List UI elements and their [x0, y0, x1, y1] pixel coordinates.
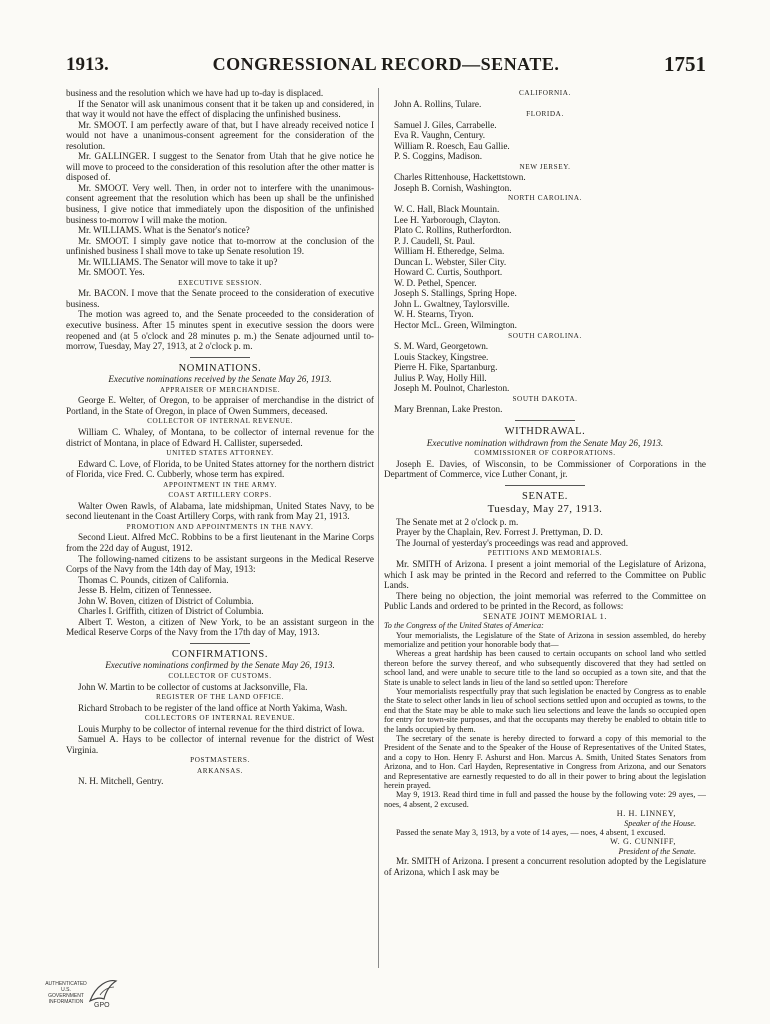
subheading: PETITIONS AND MEMORIALS. [487, 549, 603, 558]
memorial-paragraph: Your memorialists, the Legislature of the State of Arizona in session assembled, do hereby memorialize and petition your honorable body that— [384, 630, 706, 649]
postmaster-entry: Lee H. Yarborough, Clayton. [394, 214, 501, 225]
section-heading: WITHDRAWAL. [504, 425, 586, 437]
paragraph: Mr. SMOOT. I am perfectly aware of that, but I have already received notice I would not have a unanimous-consent agreement for the consideration of the resolution. [66, 119, 374, 151]
postmaster-entry: P. S. Coggins, Madison. [394, 151, 483, 162]
paragraph: Charles I. Griffith, citizen of District of Columbia. [78, 606, 264, 617]
section-subtitle: Executive nominations confirmed by the Senate May 26, 1913. [105, 660, 335, 671]
paragraph: William C. Whaley, of Montana, to be collector of internal revenue for the district of Montana, in place of Edward H. Callister, superseded. [66, 426, 374, 448]
paragraph: Mr. SMOOT. I simply gave notice that to-morrow at the conclusion of the unfinished business I shall move to take up Senate resolution 19. [66, 235, 374, 257]
postmaster-entry: Plato C. Rollins, Rutherfordton. [394, 225, 512, 236]
paragraph: Louis Murphy to be collector of internal revenue for the third district of Iowa. [78, 723, 365, 734]
subheading: SOUTH DAKOTA. [512, 394, 578, 403]
page-header [66, 54, 706, 80]
subheading: COAST ARTILLERY CORPS. [168, 491, 272, 500]
postmaster-entry: John L. Gwaltney, Taylorsville. [394, 298, 510, 309]
paragraph: Jesse B. Helm, citizen of Tennessee. [78, 585, 212, 596]
postmaster-entry: Hector McL. Green, Wilmington. [394, 320, 517, 331]
memorial-paragraph: Whereas a great hardship has been caused to certain occupants on school land who settled thereon before the survey thereof, and who subsequently discovered that they had settled on school land, and were unable to secure title to the land so occupied as a town site, and that the State is unable to select lands in lieu of the land so settled upon: Therefore [384, 649, 706, 687]
paragraph: business and the resolution which we have had up to-day is displaced. [66, 88, 324, 98]
subheading: SOUTH CAROLINA. [508, 331, 582, 340]
subheading: COMMISSIONER OF CORPORATIONS. [474, 449, 616, 458]
paragraph: Albert T. Weston, a citizen of New York, to be an assistant surgeon in the Medical Reserve Corps of the Navy from the 17th day of May, 1913. [66, 616, 374, 638]
postmaster-entry: P. J. Caudell, St. Paul. [394, 235, 475, 246]
memorial-paragraph: Your memorialists respectfully pray that such legislation be enacted by Congress as to enable the State to select other lands in lieu of school sections settled upon and occupied as towns, to the end that the State may be able to make such lieu selections and leave the lands so occupied open for entry for town-site purposes, and that the occupants may thereby be enabled to obtain title to the lands occupied by them. [384, 686, 706, 734]
memorial-title: SENATE JOINT MEMORIAL 1. [482, 611, 608, 621]
signature-name: W. G. CUNNIFF, [610, 837, 676, 847]
subheading: NEW JERSEY. [519, 162, 571, 171]
postmaster-entry: William R. Roesch, Eau Gallie. [394, 140, 510, 151]
paragraph: The following-named citizens to be assistant surgeons in the Medical Reserve Corps of the Navy from the 14th day of May, 1913: [66, 553, 374, 575]
paragraph: The Senate met at 2 o'clock p. m. [396, 516, 519, 527]
column-divider [378, 88, 379, 968]
paragraph: If the Senator will ask unanimous consent that it be taken up and considered, in that way it would not have the effect of displacing the unfinished business. [66, 98, 374, 120]
badge-text: AUTHENTICATED U.S. GOVERNMENT INFORMATION [45, 981, 87, 1005]
page-number: 1751 [664, 52, 706, 76]
subheading: EXECUTIVE SESSION. [178, 278, 262, 287]
paragraph: Prayer by the Chaplain, Rev. Forrest J. Prettyman, D. D. [396, 527, 603, 538]
postmaster-entry: Duncan L. Webster, Siler City. [394, 256, 507, 267]
section-rule [190, 643, 250, 644]
signature-title: President of the Senate. [618, 846, 696, 856]
memorial-paragraph: Passed the senate May 3, 1913, by a vote of 14 ayes, — noes, 4 absent, 1 excused. [396, 828, 666, 838]
subheading: COLLECTOR OF INTERNAL REVENUE. [147, 417, 293, 426]
left-column [66, 88, 374, 787]
paragraph: Edward C. Love, of Florida, to be United States attorney for the northern district of Florida, vice Fred. C. Cubberly, whose term has expired. [66, 458, 374, 480]
paragraph: Joseph E. Davies, of Wisconsin, to be Commissioner of Corporations in the Department of Commerce, vice Luther Conant, jr. [384, 458, 706, 480]
paragraph: Thomas C. Pounds, citizen of California. [78, 574, 229, 585]
postmaster-entry: W. C. Hall, Black Mountain. [394, 204, 500, 215]
paragraph: Mr. SMITH of Arizona. I present a concurrent resolution adopted by the Legislature of Arizona, which I ask may be [384, 856, 706, 877]
gpo-authentication-badge [44, 975, 124, 1013]
postmaster-entry: Samuel J. Giles, Carrabelle. [394, 119, 497, 130]
postmaster-entry: W. D. Pethel, Spencer. [394, 277, 477, 288]
postmaster-entry: Julius P. Way, Holly Hill. [394, 372, 487, 383]
paragraph: Mr. SMOOT. Yes. [78, 267, 145, 278]
signature-name: H. H. LINNEY, [616, 809, 676, 819]
subheading: REGISTER OF THE LAND OFFICE. [156, 693, 284, 702]
postmaster-entry: Louis Stackey, Kingstree. [394, 351, 489, 362]
paragraph: George E. Welter, of Oregon, to be appraiser of merchandise in the district of Portland, in the State of Oregon, in place of Owen Summers, deceased. [66, 395, 374, 416]
postmaster-entry: Eva R. Vaughn, Century. [394, 130, 486, 141]
subheading: COLLECTOR OF CUSTOMS. [168, 671, 272, 680]
memorial-paragraph: May 9, 1913. Read third time in full and passed the house by the following vote: 29 ayes, — noes, 4 absent, 2 excused. [384, 790, 706, 809]
subheading: ARKANSAS. [197, 766, 243, 775]
paragraph: Richard Strobach to be register of the land office at North Yakima, Wash. [78, 702, 348, 713]
section-rule [505, 485, 585, 486]
paragraph: The Journal of yesterday's proceedings was read and approved. [396, 537, 629, 548]
postmaster-entry: William H. Etheredge, Selma. [394, 246, 505, 257]
subheading: UNITED STATES ATTORNEY. [166, 449, 274, 458]
postmaster-entry: Howard C. Curtis, Southport. [394, 267, 503, 278]
section-rule [515, 420, 575, 421]
subheading: CALIFORNIA. [519, 89, 571, 97]
paragraph: Mr. BACON. I move that the Senate proceed to the consideration of executive business. [66, 288, 374, 309]
paragraph: Samuel A. Hays to be collector of internal revenue for the district of West Virginia. [66, 734, 374, 755]
subheading: NORTH CAROLINA. [507, 194, 583, 203]
section-subtitle: Executive nominations received by the Senate May 26, 1913. [108, 374, 332, 385]
subheading: PROMOTION AND APPOINTMENTS IN THE NAVY. [126, 522, 314, 531]
postmaster-entry: W. H. Stearns, Tryon. [394, 309, 474, 320]
right-column [384, 88, 706, 877]
paragraph: Mr. GALLINGER. I suggest to the Senator from Utah that he give notice he will move to proceed to the consideration of this resolution after the other matter is disposed of. [66, 151, 374, 183]
paragraph: Mr. SMOOT. Very well. Then, in order not to interfere with the unanimous-consent agreement that the resolution which has been up shall be the unfinished business, I give notice that immediately upon the disposition of the unfinished business to-morrow I will make the motion. [66, 182, 374, 225]
postmaster-entry: S. M. Ward, Georgetown. [394, 341, 489, 352]
postmaster-entry: Charles Rittenhouse, Hackettstown. [394, 172, 526, 183]
paragraph: Second Lieut. Alfred McC. Robbins to be a first lieutenant in the Marine Corps from the 22d day of August, 1912. [66, 532, 374, 553]
subheading: APPOINTMENT IN THE ARMY. [163, 480, 277, 489]
paragraph: Mr. WILLIAMS. What is the Senator's notice? [78, 225, 250, 236]
section-rule [190, 357, 250, 358]
memorial-salutation: To the Congress of the United States of America: [384, 621, 544, 631]
subheading: POSTMASTERS. [190, 756, 250, 765]
section-heading: CONFIRMATIONS. [171, 648, 269, 660]
section-heading: SENATE. [522, 490, 568, 502]
paragraph: Walter Owen Rawls, of Alabama, late midshipman, United States Navy, to be second lieutenant in the Coast Artillery Corps, with rank from May 21, 1913. [66, 500, 374, 522]
memorial-paragraph: The secretary of the senate is hereby directed to forward a copy of this memorial to the President of the Senate and to the Speaker of the House of Representatives of the United States, and a copy to Hon. Henry F. Ashurst and Hon. Marcus A. Smith, United States Senators from Arizona, and to Hon. Carl Hayden, Representative in Congress from Arizona, and our Senators and Representative are earnestly requested to do all in their power to bring about the legislation herein prayed. [384, 733, 706, 791]
postmaster-entry: Joseph S. Stallings, Spring Hope. [394, 288, 517, 299]
paragraph: Mr. SMITH of Arizona. I present a joint memorial of the Legislature of Arizona, which I ask may be printed in the Record and referred to the Committee on Public Lands. [384, 558, 706, 591]
paragraph: N. H. Mitchell, Gentry. [78, 776, 164, 787]
subheading: APPRAISER OF MERCHANDISE. [159, 385, 281, 394]
section-subtitle: Executive nomination withdrawn from the Senate May 26, 1913. [426, 437, 664, 448]
session-date: Tuesday, May 27, 1913. [487, 503, 603, 516]
paragraph: There being no objection, the joint memorial was referred to the Committee on Public Lands and ordered to be printed in the Record, as follows: [384, 590, 706, 612]
signature-title: Speaker of the House. [624, 818, 696, 828]
postmaster-entry: John A. Rollins, Tulare. [394, 98, 482, 109]
section-heading: NOMINATIONS. [178, 362, 262, 374]
header-year: 1913. [66, 54, 109, 75]
badge-mark: GPO [94, 1002, 110, 1009]
subheading: FLORIDA. [526, 110, 564, 119]
subheading: COLLECTORS OF INTERNAL REVENUE. [144, 714, 296, 723]
paragraph: The motion was agreed to, and the Senate proceeded to the consideration of executive business. After 15 minutes spent in executive session the doors were reopened and (at 5 o'clock and 28 minutes p. m.) the Senate adjourned until to-morrow, Tuesday, May 27, 1913, at 2 o'clock p. m. [66, 309, 374, 352]
postmaster-entry: Joseph M. Poulnot, Charleston. [394, 383, 510, 394]
postmaster-entry: Mary Brennan, Lake Preston. [394, 404, 503, 415]
postmaster-entry: Pierre H. Fike, Spartanburg. [394, 362, 498, 373]
paragraph: John W. Boven, citizen of District of Columbia. [78, 595, 254, 606]
header-title: CONGRESSIONAL RECORD—SENATE. [212, 54, 560, 74]
paragraph: Mr. WILLIAMS. The Senator will move to take it up? [78, 256, 278, 267]
postmaster-entry: Joseph B. Cornish, Washington. [394, 182, 512, 193]
paragraph: John W. Martin to be collector of customs at Jacksonville, Fla. [78, 681, 308, 692]
